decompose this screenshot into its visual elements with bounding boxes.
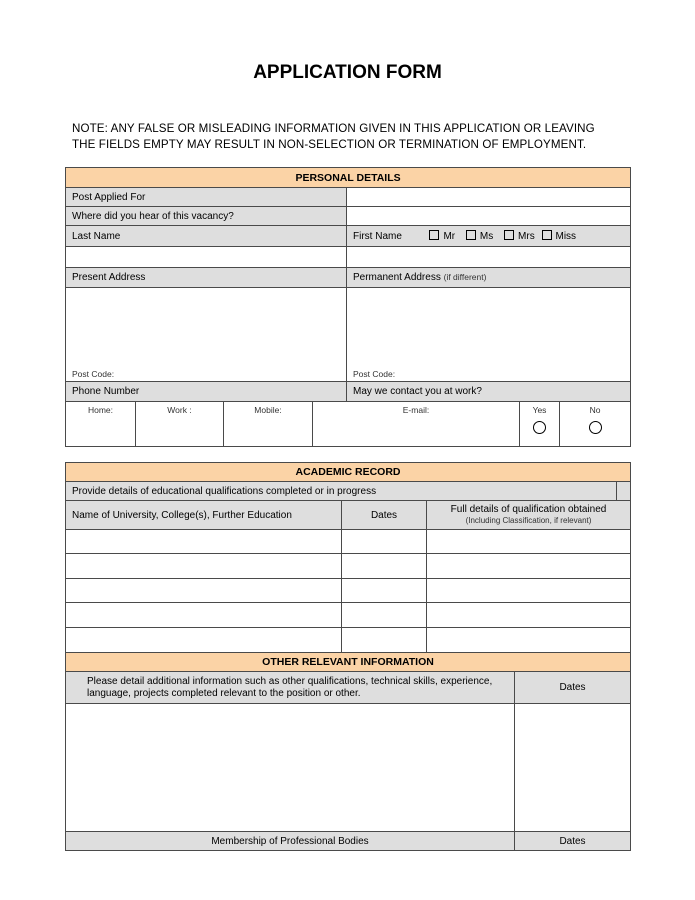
first-name-text: First Name [353, 231, 402, 242]
work-label: Work : [167, 405, 192, 415]
membership-label: Membership of Professional Bodies [66, 832, 515, 851]
table-row [66, 530, 631, 554]
dates-column-header: Dates [342, 501, 427, 530]
contact-at-work-label: May we contact you at work? [347, 382, 631, 402]
title-mr: Mr [443, 231, 456, 242]
permanent-postcode-label: Post Code: [353, 369, 396, 379]
work-phone-field[interactable] [136, 402, 224, 447]
other-instruction-line-1: Please detail additional information such as other qualifications, technical skills, experience, [87, 675, 493, 687]
details-cell[interactable] [427, 579, 631, 603]
membership-dates-label: Dates [515, 832, 631, 851]
title-mrs: Mrs [518, 231, 535, 242]
disclaimer-note [72, 121, 642, 153]
checkbox-mr[interactable] [429, 230, 439, 240]
details-cell[interactable] [427, 530, 631, 554]
checkbox-ms[interactable] [466, 230, 476, 240]
details-column-title: Full details of qualification obtained [450, 504, 607, 515]
institution-column-header: Name of University, College(s), Further Education [66, 501, 342, 530]
no-label: No [589, 405, 601, 415]
institution-cell[interactable] [66, 628, 342, 653]
checkbox-miss[interactable] [542, 230, 552, 240]
personal-details-header: PERSONAL DETAILS [66, 168, 631, 188]
post-applied-label: Post Applied For [66, 188, 347, 207]
page-title: APPLICATION FORM [253, 62, 442, 83]
title-miss: Miss [555, 231, 577, 242]
dates-cell[interactable] [342, 579, 427, 603]
present-postcode-label: Post Code: [72, 369, 115, 379]
academic-record-header: ACADEMIC RECORD [66, 463, 631, 482]
details-column-header [427, 501, 631, 530]
other-info-header: OTHER RELEVANT INFORMATION [66, 653, 631, 672]
permanent-address-label [347, 268, 631, 288]
dates-cell[interactable] [342, 628, 427, 653]
institution-cell[interactable] [66, 579, 342, 603]
details-cell[interactable] [427, 554, 631, 579]
institution-cell[interactable] [66, 530, 342, 554]
academic-instruction-end [617, 482, 631, 501]
permanent-address-text: Permanent Address [353, 272, 441, 283]
contact-no-radio[interactable] [589, 421, 602, 434]
contact-no-cell [560, 402, 631, 447]
dates-cell[interactable] [342, 554, 427, 579]
contact-yes-cell [520, 402, 560, 447]
academic-instruction: Provide details of educational qualifications completed or in progress [66, 482, 617, 501]
permanent-address-note: (if different) [443, 272, 487, 282]
post-applied-field[interactable] [347, 188, 631, 207]
present-address-field[interactable] [66, 288, 347, 382]
other-info-instruction [66, 672, 515, 704]
institution-cell[interactable] [66, 554, 342, 579]
first-name-label [347, 226, 631, 247]
other-info-field[interactable] [66, 704, 515, 832]
note-line-1: NOTE: ANY FALSE OR MISLEADING INFORMATION GIVEN IN THIS APPLICATION OR LEAVING [72, 122, 595, 135]
institution-cell[interactable] [66, 603, 342, 628]
first-name-field[interactable] [347, 247, 631, 268]
mobile-phone-field[interactable] [224, 402, 313, 447]
personal-details-table [65, 167, 631, 447]
table-row [66, 554, 631, 579]
title-ms: Ms [479, 231, 494, 242]
other-dates-header: Dates [515, 672, 631, 704]
table-row [66, 603, 631, 628]
table-row [66, 628, 631, 653]
other-dates-field[interactable] [515, 704, 631, 832]
vacancy-source-label: Where did you hear of this vacancy? [66, 207, 347, 226]
email-field[interactable] [313, 402, 520, 447]
last-name-label: Last Name [66, 226, 347, 247]
permanent-address-field[interactable] [347, 288, 631, 382]
home-phone-field[interactable] [66, 402, 136, 447]
email-label: E-mail: [402, 405, 430, 415]
phone-number-label: Phone Number [66, 382, 347, 402]
note-line-2: THE FIELDS EMPTY MAY RESULT IN NON-SELECTION OR TERMINATION OF EMPLOYMENT. [72, 138, 587, 151]
details-cell[interactable] [427, 603, 631, 628]
mobile-label: Mobile: [254, 405, 282, 415]
last-name-field[interactable] [66, 247, 347, 268]
other-info-table [65, 652, 631, 851]
present-address-label: Present Address [66, 268, 347, 288]
other-instruction-line-2: language, projects completed relevant to the position or other. [87, 687, 361, 699]
dates-cell[interactable] [342, 530, 427, 554]
table-row [66, 579, 631, 603]
vacancy-source-field[interactable] [347, 207, 631, 226]
details-cell[interactable] [427, 628, 631, 653]
dates-cell[interactable] [342, 603, 427, 628]
checkbox-mrs[interactable] [504, 230, 514, 240]
yes-label: Yes [532, 405, 547, 415]
details-column-note: (Including Classification, if relevant) [465, 516, 592, 525]
home-label: Home: [87, 405, 114, 415]
contact-yes-radio[interactable] [533, 421, 546, 434]
academic-record-table [65, 462, 631, 653]
